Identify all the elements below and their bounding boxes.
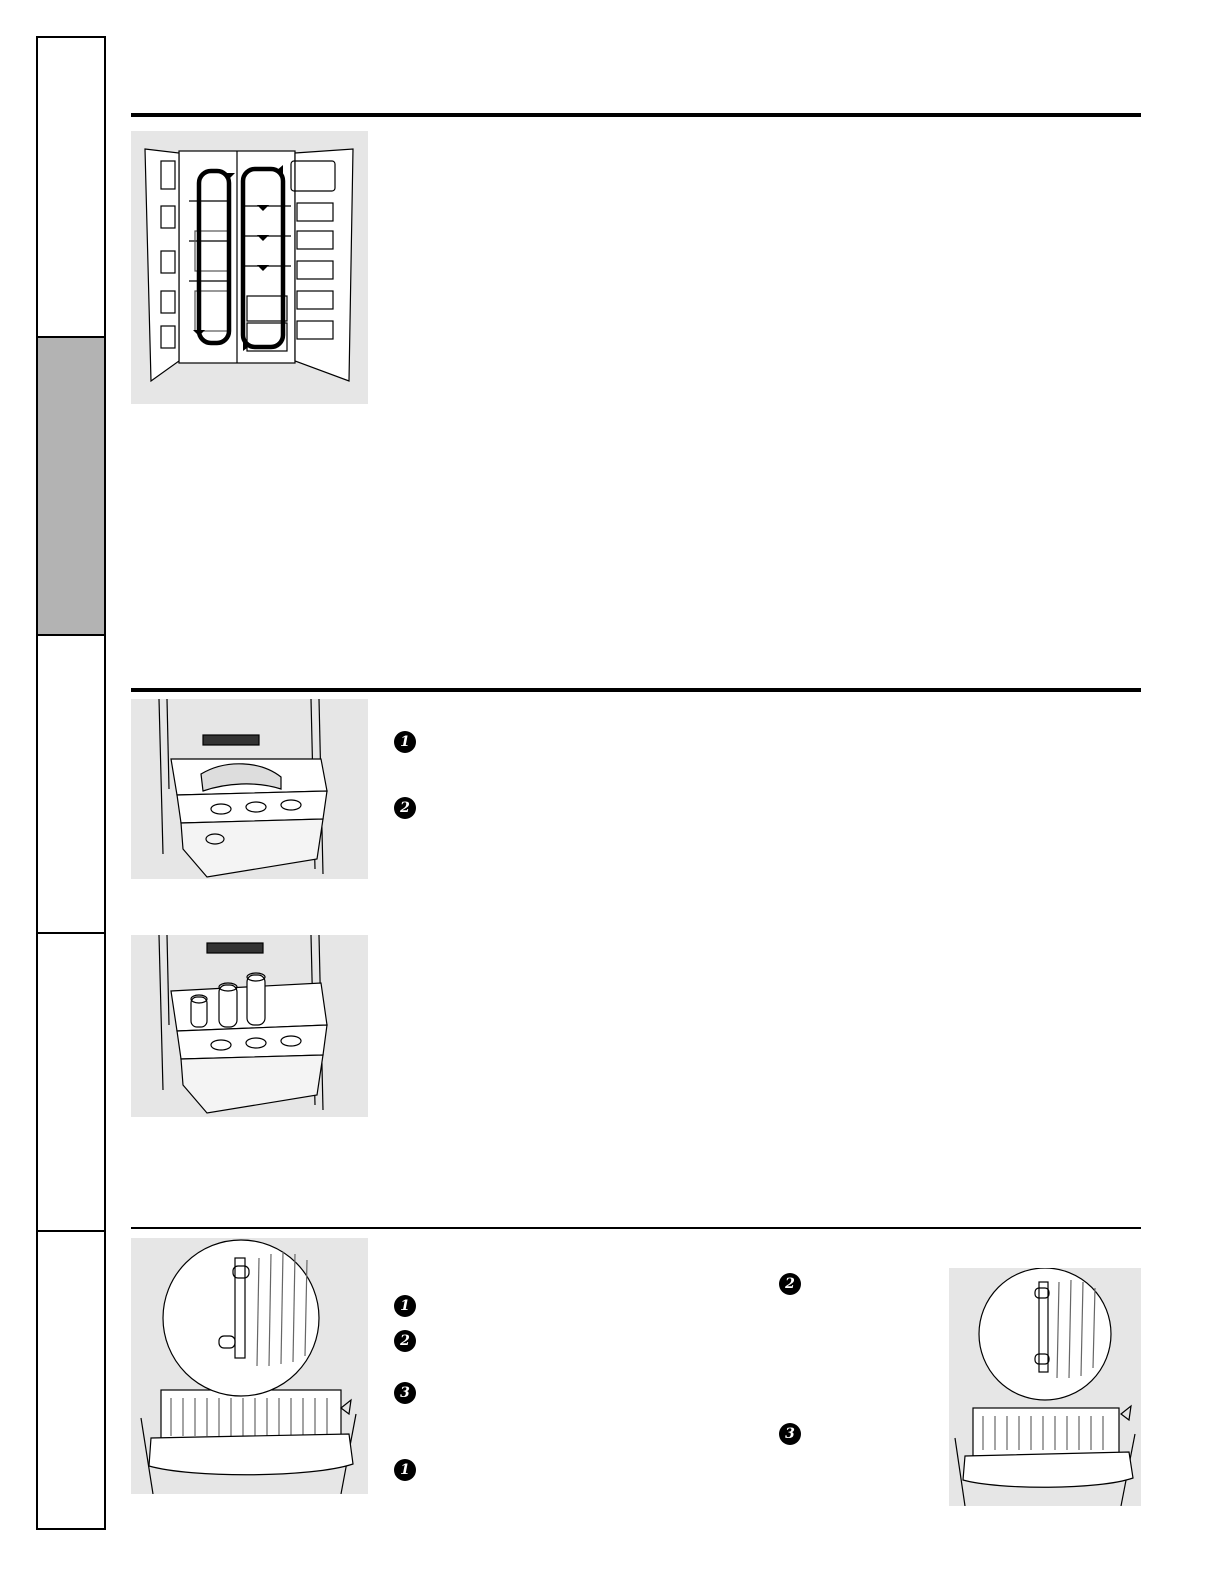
removal-step-badge-1: 1 (394, 1295, 416, 1317)
snack-drawer-icon (131, 935, 368, 1117)
section-rule-air-flow (131, 113, 1141, 117)
replace-step-badge-2: 2 (779, 1273, 801, 1295)
refrigerator-air-flow-illustration (131, 131, 368, 404)
section-tab-1[interactable] (38, 38, 104, 338)
drawer-replacement-icon (949, 1268, 1141, 1506)
drawer-removal-closeup-illustration (131, 1238, 368, 1494)
replace-step-badge-3: 3 (779, 1423, 801, 1445)
drawer-removal-icon (131, 1238, 368, 1494)
replace-step-badge-1: 1 (394, 1459, 416, 1481)
snack-drawer-with-cans-illustration (131, 935, 368, 1117)
step-badge-2: 2 (394, 797, 416, 819)
crisper-drawer-icon (131, 699, 368, 879)
step-badge-1: 1 (394, 731, 416, 753)
section-rule-drawer-removal (131, 1227, 1141, 1229)
removal-step-badge-3: 3 (394, 1382, 416, 1404)
removal-step-badge-2: 2 (394, 1330, 416, 1352)
section-tab-sidebar (36, 36, 106, 1530)
refrigerator-air-flow-icon (131, 131, 368, 404)
section-tab-3[interactable] (38, 636, 104, 932)
drawer-replacement-closeup-illustration (949, 1268, 1141, 1506)
section-tab-5[interactable] (38, 1232, 104, 1528)
crisper-drawer-illustration (131, 699, 368, 879)
section-rule-drawers (131, 688, 1141, 692)
section-tab-2-active[interactable] (38, 338, 104, 634)
section-tab-4[interactable] (38, 934, 104, 1230)
